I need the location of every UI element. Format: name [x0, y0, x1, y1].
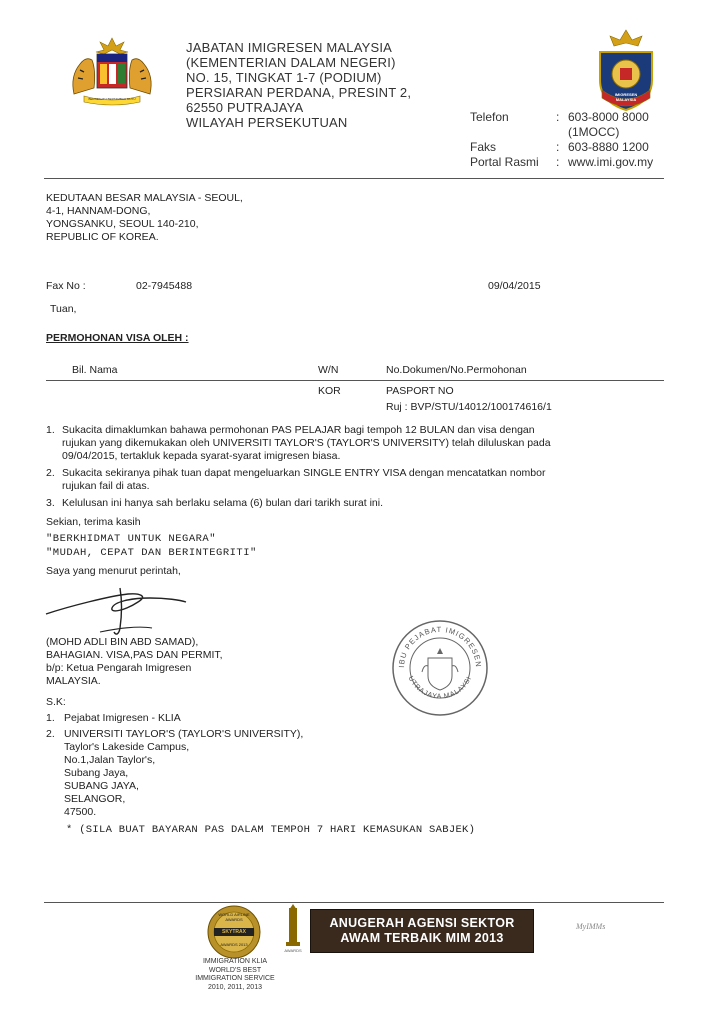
banner-line: AWAM TERBAIK MIM 2013	[340, 931, 504, 945]
sk-label: S.K:	[46, 696, 66, 708]
coat-of-arms-logo	[66, 36, 158, 108]
contact-row: Faks : 603-8880 1200	[470, 140, 649, 154]
table-row-wn: KOR	[318, 385, 341, 397]
fax-value: 603-8880 1200	[568, 140, 649, 154]
payment-footnote: * (SILA BUAT BAYARAN PAS DALAM TEMPOH 7 HARI KEMASUKAN SABJEK)	[66, 824, 476, 836]
col-header-bil-nama: Bil. Nama	[72, 364, 118, 376]
footer-divider	[44, 902, 664, 903]
letter-date: 09/04/2015	[488, 280, 541, 292]
recipient-address: KEDUTAAN BESAR MALAYSIA - SEOUL, 4-1, HANNAM-DONG, YONGSANKU, SEOUL 140-210, REPUBLIC OF KOREA.	[46, 192, 243, 243]
salutation: Tuan,	[50, 303, 77, 315]
motto-line-1: "BERKHIDMAT UNTUK NEGARA"	[46, 533, 217, 545]
award-banner	[310, 909, 534, 953]
paragraph: 2. Sukacita sekiranya pihak tuan dapat mengeluarkan SINGLE ENTRY VISA dengan mencatatkan nombor rujukan fail di atas.	[46, 467, 546, 492]
badge-label: IMIGRESEN MALAYSIA	[614, 92, 638, 102]
paragraph: 1. Sukacita dimaklumkan bahawa permohonan PAS PELAJAR bagi tempoh 12 BULAN dan visa dengan rujukan yang dikemukakan oleh UNIVERSITI TAYLOR'S (TAYLOR'S UNIVERSITY) telah diluluskan pada 09/04/2015, tertakluk kepada syarat-syarat imigresen biasa.	[46, 424, 551, 462]
org-line: NO. 15, TINGKAT 1-7 (PODIUM)	[186, 70, 382, 85]
motto-line-2: "MUDAH, CEPAT DAN BERINTEGRITI"	[46, 547, 257, 559]
immigration-badge-logo	[590, 28, 662, 112]
subject-heading: PERMOHONAN VISA OLEH :	[46, 332, 189, 344]
table-row-reference: Ruj : BVP/STU/14012/100174616/1	[386, 401, 552, 413]
org-line: WILAYAH PERSEKUTUAN	[186, 115, 348, 130]
org-line: PERSIARAN PERDANA, PRESINT 2,	[186, 85, 412, 100]
contact-row: Telefon : 603-8000 8000	[470, 110, 649, 124]
portal-link[interactable]: www.imi.gov.my	[568, 155, 654, 169]
signatory-block: (MOHD ADLI BIN ABD SAMAD), BAHAGIAN. VISA,PAS DAN PERMIT, b/p: Ketua Pengarah Imigresen MALAYSIA.	[46, 636, 223, 687]
skytrax-award-badge: WORLD AIRLINE AWARDS SKYTRAX AWARDS 2013	[206, 904, 262, 960]
signatory-name: (MOHD ADLI BIN ABD SAMAD),	[46, 636, 199, 648]
telephone-value: 603-8000 8000	[568, 110, 649, 124]
banner-line: ANUGERAH AGENSI SEKTOR	[329, 916, 515, 930]
header-divider	[44, 178, 664, 179]
paragraph: 3. Kelulusan ini hanya sah berlaku selama (6) bulan dari tarikh surat ini.	[46, 497, 384, 509]
award-caption: IMMIGRATION KLIA WORLD'S BEST IMMIGRATION SERVICE 2010, 2011, 2013	[195, 958, 275, 991]
org-line: (KEMENTERIAN DALAM NEGERI)	[186, 55, 396, 70]
signature-image	[40, 580, 190, 638]
table-header-divider	[46, 380, 664, 381]
contact-row: Portal Rasmi : www.imi.gov.my	[470, 155, 654, 169]
body-paragraphs	[46, 424, 566, 514]
organization-address	[186, 40, 411, 130]
official-stamp	[390, 618, 490, 718]
document-code: MyIMMs	[576, 922, 606, 931]
tower-award-icon: AWARDS	[280, 904, 306, 956]
contact-row: (1MOCC)	[568, 125, 620, 139]
fax-number: 02-7945488	[136, 280, 193, 292]
fax-label: Fax No :	[46, 280, 86, 292]
stamp-top-text: IBU PEJABAT IMIGRESEN	[396, 624, 484, 669]
sk-item: 2. UNIVERSITI TAYLOR'S (TAYLOR'S UNIVERSITY), Taylor's Lakeside Campus, No.1,Jalan Taylor's, Subang Jaya, SUBANG JAYA, SELANGOR, 47500.	[46, 728, 304, 818]
contact-info	[470, 110, 653, 170]
org-line: JABATAN IMIGRESEN MALAYSIA	[186, 40, 393, 55]
crest-motto: BERSEKUTU BERTAMBAH MUTU	[88, 97, 136, 101]
col-header-wn: W/N	[318, 364, 339, 376]
stamp-bottom-text: UTRAJAYA MALAYSI	[406, 675, 474, 701]
saya-line: Saya yang menurut perintah,	[46, 565, 181, 577]
table-row-dokumen: PASPORT NO	[386, 385, 454, 397]
closing: Sekian, terima kasih	[46, 516, 141, 528]
col-header-dokumen: No.Dokumen/No.Permohonan	[386, 364, 527, 376]
sk-item: 1. Pejabat Imigresen - KLIA	[46, 712, 181, 724]
org-line: 62550 PUTRAJAYA	[186, 100, 304, 115]
